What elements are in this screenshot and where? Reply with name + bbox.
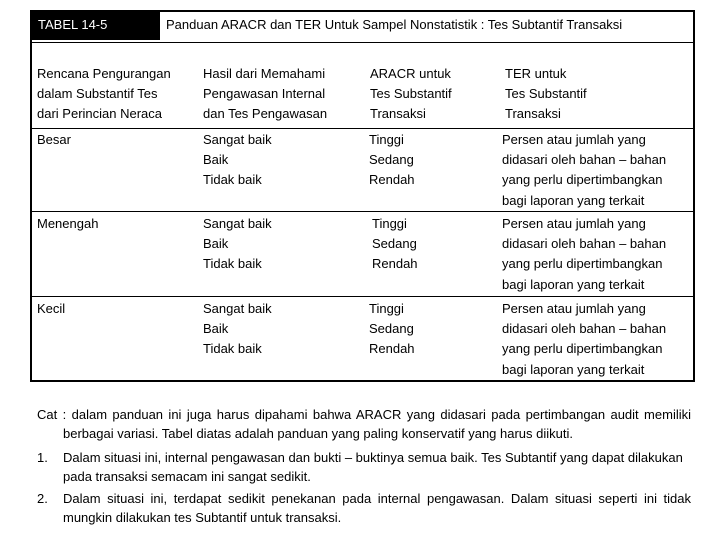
table-label: TABEL 14-5 <box>32 12 160 40</box>
row-level: Menengah <box>37 216 99 231</box>
row-aracr: Tinggi Sedang Rendah <box>369 132 415 188</box>
column-header: Rencana Pengurangan dalam Substantif Tes dari Perincian Neraca <box>37 66 171 122</box>
row-ter: Persen atau jumlah yang didasari oleh bahan – bahan yang perlu dipertimbangkan bagi laporan yang terkait <box>502 132 667 208</box>
row-understanding: Sangat baik Baik Tidak baik <box>203 301 272 357</box>
row-level: Kecil <box>37 301 66 316</box>
row-understanding: Sangat baik Baik Tidak baik <box>203 132 272 188</box>
note-text: Dalam situasi ini, internal pengawasan dan bukti – buktinya semua baik. Tes Subtantif yang dapat dilakukan pada transaksi semacam ini sangat sedikit. <box>63 450 683 484</box>
row-understanding: Sangat baik Baik Tidak baik <box>203 216 272 272</box>
divider <box>30 42 695 43</box>
note-text: Dalam situasi ini, terdapat sedikit penekanan pada internal pengawasan. Dalam situasi seperti ini tidak mungkin dilakukan tes Subtantif untuk transaksi. <box>63 491 691 525</box>
note-number: 2. <box>37 491 48 506</box>
column-header: TER untuk Tes Substantif Transaksi <box>505 66 587 122</box>
row-ter: Persen atau jumlah yang didasari oleh bahan – bahan yang perlu dipertimbangkan bagi laporan yang terkait <box>502 301 667 377</box>
note-cat: Cat : dalam panduan ini juga harus dipahami bahwa ARACR yang didasari pada pertimbangan audit memiliki berbagai variasi. Tabel diatas adalah panduan yang paling konservatif yang harus diikuti. <box>37 407 691 441</box>
row-aracr: Tinggi Sedang Rendah <box>372 216 418 272</box>
row-level: Besar <box>37 132 71 147</box>
column-header: Hasil dari Memahami Pengawasan Internal dan Tes Pengawasan <box>203 66 328 122</box>
divider <box>30 296 695 297</box>
table-header <box>30 10 695 42</box>
table-title: Panduan ARACR dan TER Untuk Sampel Nonstatistik : Tes Subtantif Transaksi <box>166 17 623 32</box>
note-number: 1. <box>37 450 48 465</box>
row-ter: Persen atau jumlah yang didasari oleh bahan – bahan yang perlu dipertimbangkan bagi laporan yang terkait <box>502 216 667 292</box>
divider <box>30 128 695 129</box>
column-header: ARACR untuk Tes Substantif Transaksi <box>370 66 452 122</box>
row-aracr: Tinggi Sedang Rendah <box>369 301 415 357</box>
divider <box>30 211 695 212</box>
